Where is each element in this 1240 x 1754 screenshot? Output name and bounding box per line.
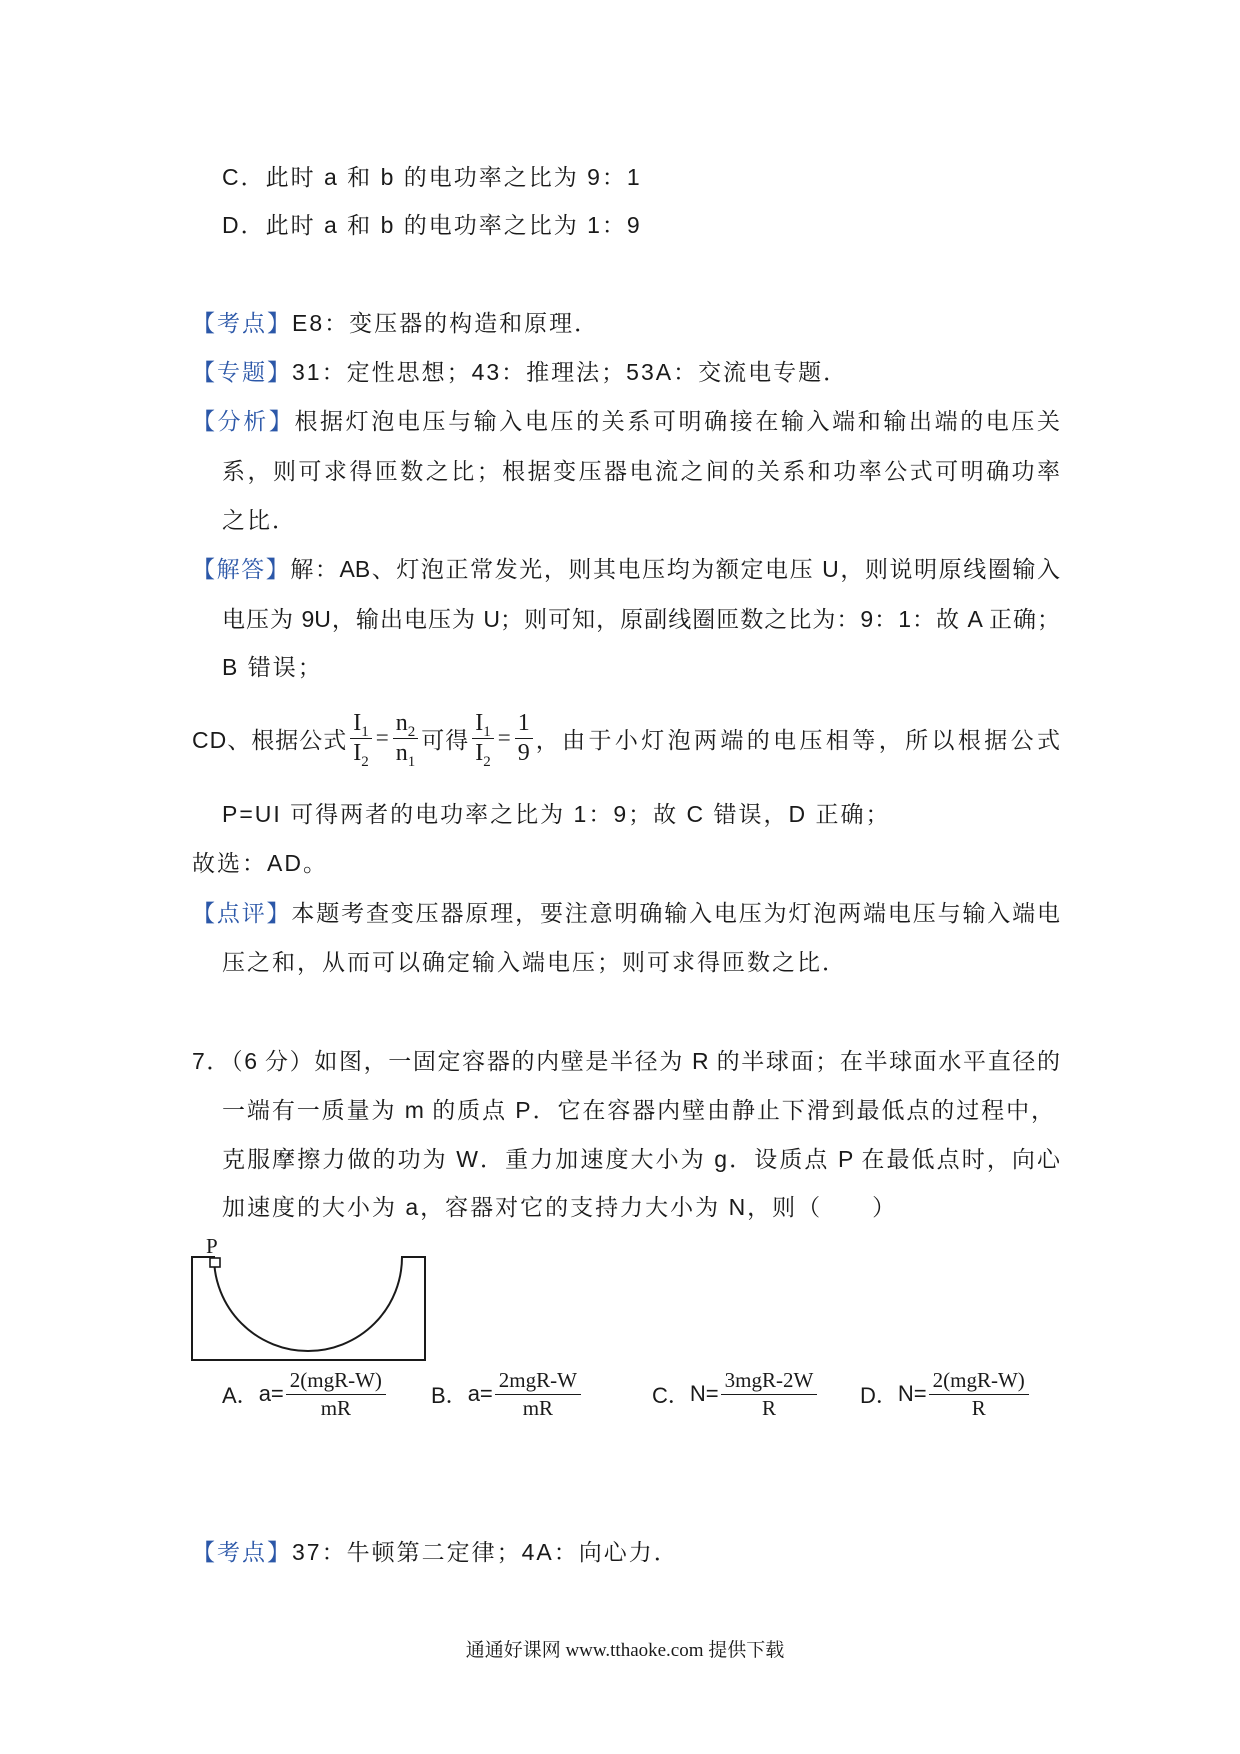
formula-suffix: ，由于小灯泡两端的电压相等，所以根据公式 bbox=[535, 726, 1060, 753]
equals-sign: = bbox=[375, 725, 389, 750]
equals-sign: = bbox=[497, 725, 511, 750]
fenxi-tag: 【分析】 bbox=[192, 408, 295, 434]
option-c-variable: N= bbox=[689, 1381, 719, 1406]
option-b bbox=[431, 1362, 584, 1426]
zhuanti-text: 31：定性思想；43：推理法；53A：交流电专题． bbox=[292, 359, 849, 385]
particle-p-label: P bbox=[206, 1234, 218, 1258]
q6-fenxi-line-2: 系，则可求得匝数之比；根据变压器电流之间的关系和功率公式可明确功率 bbox=[222, 458, 1060, 484]
fraction-i1-over-i2 bbox=[350, 709, 372, 768]
q6-fenxi-line-3: 之比． bbox=[222, 507, 297, 533]
q6-dianping-line-2: 压之和，从而可以确定输入端电压；则可求得匝数之比． bbox=[222, 949, 847, 975]
option-a bbox=[222, 1362, 389, 1426]
kaodian-tag: 【考点】 bbox=[192, 1539, 292, 1565]
formula-prefix: CD、根据公式 bbox=[192, 726, 348, 753]
q7-stem-line-2: 一端有一质量为 m 的质点 P．它在容器内壁由静止下滑到最低点的过程中， bbox=[222, 1097, 1054, 1123]
q7-stem-line-4: 加速度的大小为 a，容器对它的支持力大小为 N，则（ ） bbox=[222, 1194, 898, 1220]
hemisphere-container-figure bbox=[186, 1232, 432, 1366]
q6-zhuanti-line bbox=[192, 357, 848, 387]
container-outline bbox=[192, 1257, 425, 1360]
fraction-numerator: 2(mgR-W) bbox=[286, 1367, 386, 1395]
answer-line: 故选：AD。 bbox=[192, 850, 328, 876]
q6-dianping-line-1 bbox=[192, 898, 1060, 928]
option-a-fraction bbox=[286, 1367, 386, 1422]
q6-fenxi-line-1 bbox=[192, 406, 1060, 436]
fraction-denominator: mR bbox=[522, 1395, 554, 1420]
formula-mid-text: 可得 bbox=[421, 726, 470, 753]
kaodian-tag: 【考点】 bbox=[192, 310, 292, 336]
q6-jieda-line-2: 电压为 9U，输出电压为 U；则可知，原副线圈匝数之比为：9：1：故 A 正确； bbox=[222, 606, 1060, 632]
q6-kaodian-line bbox=[192, 308, 599, 338]
pui-line: P=UI 可得两者的电功率之比为 1：9；故 C 错误，D 正确； bbox=[222, 801, 891, 827]
zhuanti-tag: 【专题】 bbox=[192, 359, 292, 385]
fraction-numerator: 3mgR-2W bbox=[721, 1367, 818, 1395]
particle-p-marker bbox=[210, 1258, 220, 1267]
option-a-label: A． bbox=[222, 1382, 259, 1408]
fraction-n2-over-n1 bbox=[393, 709, 419, 768]
fraction-denominator: R bbox=[761, 1395, 776, 1420]
option-d-variable: N= bbox=[897, 1381, 927, 1406]
option-b-variable: a= bbox=[467, 1381, 493, 1406]
fraction-denominator: $I_2$ bbox=[475, 739, 491, 770]
fraction-one-ninth bbox=[515, 709, 533, 768]
fraction-denominator: mR bbox=[320, 1395, 352, 1420]
kaodian-text: E8：变压器的构造和原理． bbox=[292, 310, 600, 336]
option-a-variable: a= bbox=[258, 1381, 284, 1406]
q6-jieda-line-1 bbox=[192, 554, 1060, 584]
fraction-i1-over-i2-result bbox=[472, 709, 494, 768]
page-footer: 通通好课网 www.tthaoke.com 提供下载 bbox=[465, 1640, 785, 1661]
option-c-text: C．此时 a 和 b 的电功率之比为 9：1 bbox=[222, 164, 642, 190]
q6-jieda-line-3: B 错误； bbox=[222, 654, 323, 680]
kaodian-text: 37：牛顿第二定律；4A：向心力． bbox=[292, 1539, 679, 1565]
jieda-text: 解：AB、灯泡正常发光，则其电压均为额定电压 U，则说明原线圈输入 bbox=[290, 556, 1060, 582]
fraction-numerator: $n_2$ bbox=[393, 709, 419, 739]
fenxi-text: 根据灯泡电压与输入电压的关系可明确接在输入端和输出端的电压关 bbox=[294, 408, 1060, 434]
option-b-label: B． bbox=[431, 1382, 468, 1408]
dianping-tag: 【点评】 bbox=[192, 900, 292, 926]
option-d-label: D． bbox=[860, 1382, 898, 1408]
option-d-text: D．此时 a 和 b 的电功率之比为 1：9 bbox=[222, 212, 642, 238]
fraction-denominator: R bbox=[971, 1395, 986, 1420]
fraction-denominator: $n_1$ bbox=[395, 739, 416, 770]
option-c-label: C． bbox=[652, 1382, 690, 1408]
option-c bbox=[652, 1362, 820, 1426]
option-c-fraction bbox=[721, 1367, 818, 1422]
fraction-numerator: $I_1$ bbox=[350, 709, 372, 739]
q7-stem-line-1: 7．（6 分）如图，一固定容器的内壁是半径为 R 的半球面；在半球面水平直径的 bbox=[192, 1048, 1060, 1074]
fraction-numerator: 2mgR-W bbox=[495, 1367, 581, 1395]
fraction-numerator: $I_1$ bbox=[472, 709, 494, 739]
cd-formula-line bbox=[192, 706, 1060, 770]
fraction-denominator: $I_2$ bbox=[353, 739, 369, 770]
q7-kaodian-line bbox=[192, 1537, 679, 1567]
fraction-numerator: 2(mgR-W) bbox=[929, 1367, 1029, 1395]
dianping-text: 本题考查变压器原理，要注意明确输入电压为灯泡两端电压与输入端电 bbox=[291, 900, 1060, 926]
option-b-fraction bbox=[495, 1367, 581, 1422]
option-d bbox=[860, 1362, 1032, 1426]
jieda-tag: 【解答】 bbox=[192, 556, 291, 582]
fraction-numerator: 1 bbox=[515, 709, 533, 739]
fraction-denominator: 9 bbox=[517, 739, 530, 766]
option-d-fraction bbox=[929, 1367, 1029, 1422]
q7-stem-line-3: 克服摩擦力做的功为 W．重力加速度大小为 g．设质点 P 在最低点时，向心 bbox=[222, 1146, 1060, 1172]
